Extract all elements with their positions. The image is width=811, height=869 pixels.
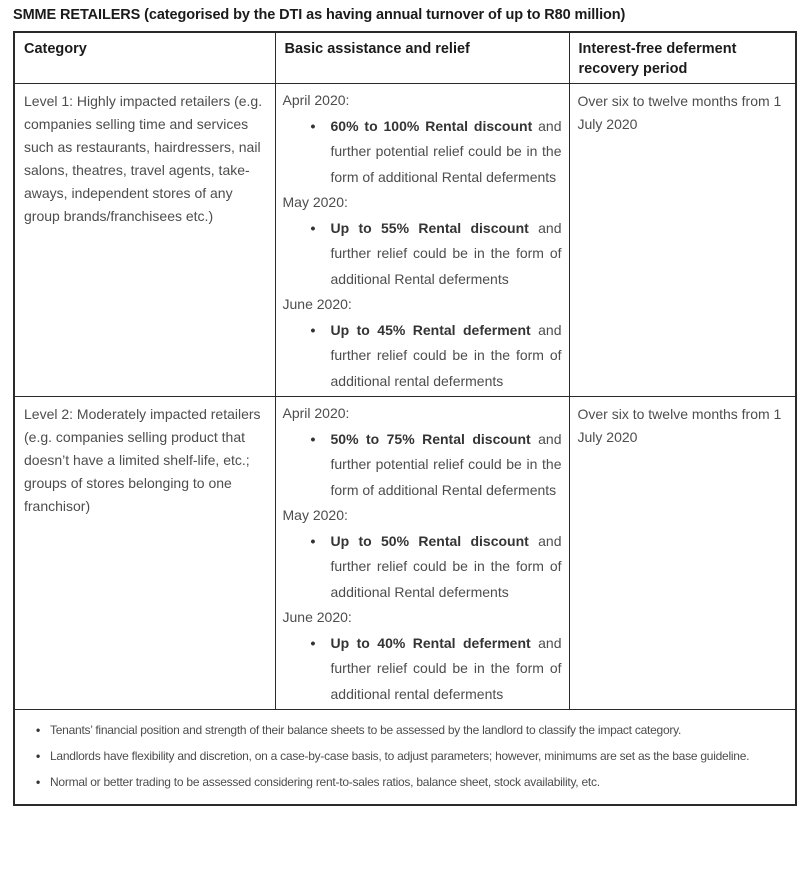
relief-bold-text: Up to 50% Rental discount (330, 532, 529, 549)
footnote-text: Normal or better trading to be assessed considering rent-to-sales ratios, balance sheet, stock availability, etc. (50, 775, 600, 789)
relief-rest-text: and further relief could be in the form of additional rental deferments (330, 634, 562, 702)
relief-bullet-item (283, 216, 562, 293)
bullet-icon: • (310, 117, 316, 134)
bullet-icon: • (310, 321, 316, 338)
relief-rest-text: and further relief could be in the form of additional Rental deferments (330, 532, 562, 600)
bullet-icon: • (310, 430, 316, 447)
bullet-icon: • (310, 634, 316, 651)
page-title: SMME RETAILERS (categorised by the DTI as having annual turnover of up to R80 million) (13, 7, 626, 23)
month-label-april: April 2020: (282, 405, 350, 421)
bullet-icon: • (310, 219, 316, 236)
bullet-icon: • (36, 749, 41, 763)
footnote-item (15, 769, 785, 795)
relief-bold-text: Up to 45% Rental deferment (330, 321, 531, 338)
recovery-cell-level-1: Over six to twelve months from 1 July 2020 (569, 84, 796, 397)
month-label-june: June 2020: (282, 609, 352, 625)
relief-bullet-item (283, 318, 562, 395)
footnote-text: Tenants’ financial position and strength of their balance sheets to be assessed by the landlord to classify the impact category. (50, 723, 682, 737)
relief-bold-text: Up to 40% Rental deferment (330, 634, 531, 651)
relief-rest-text: and further potential relief could be in the form of additional Rental deferments (330, 430, 562, 498)
relief-bullet-item (283, 427, 562, 504)
header-basic-assistance: Basic assistance and relief (275, 32, 569, 84)
category-cell-level-2: Level 2: Moderately impacted retailers (e.g. companies selling product that doesn’t have a limited shelf-life, etc.; groups of stores belonging to one franchisor) (14, 397, 275, 710)
relief-cell-level-2 (275, 397, 569, 710)
relief-bold-text: 50% to 75% Rental discount (330, 430, 531, 447)
footnotes-cell (14, 710, 796, 806)
relief-bold-text: Up to 55% Rental discount (330, 219, 529, 236)
footnote-text: Landlords have flexibility and discretion, on a case-by-case basis, to adjust parameters; however, minimums are set as the base guideline. (50, 749, 750, 763)
category-cell-level-1: Level 1: Highly impacted retailers (e.g. companies selling time and services such as restaurants, hairdressers, nail salons, theatres, travel agents, take-aways, independent stores of any group brands/franchisees etc.) (14, 84, 275, 397)
month-label-may: May 2020: (282, 194, 348, 210)
table-row-level-1 (14, 84, 796, 397)
relief-rest-text: and further relief could be in the form of additional rental deferments (330, 321, 562, 389)
smme-retailers-table (13, 31, 797, 806)
table-header-row (14, 32, 796, 84)
bullet-icon: • (36, 723, 41, 737)
relief-bullet-item (283, 529, 562, 606)
month-label-june: June 2020: (282, 296, 352, 312)
header-recovery-period: Interest-free deferment recovery period (569, 32, 796, 84)
relief-rest-text: and further potential relief could be in the form of additional Rental deferments (330, 117, 562, 185)
relief-cell-level-1 (275, 84, 569, 397)
bullet-icon: • (36, 775, 41, 789)
relief-bullet-item (283, 114, 562, 191)
table-row-level-2 (14, 397, 796, 710)
footnote-item (15, 743, 785, 769)
recovery-cell-level-2: Over six to twelve months from 1 July 2020 (569, 397, 796, 710)
month-label-may: May 2020: (282, 507, 348, 523)
bullet-icon: • (310, 532, 316, 549)
month-label-april: April 2020: (282, 92, 350, 108)
header-category: Category (14, 32, 275, 84)
relief-bullet-item (283, 631, 562, 708)
table-footnotes-row (14, 710, 796, 806)
footnote-item (15, 717, 785, 743)
relief-rest-text: and further relief could be in the form of additional Rental deferments (330, 219, 562, 287)
relief-bold-text: 60% to 100% Rental discount (330, 117, 533, 134)
